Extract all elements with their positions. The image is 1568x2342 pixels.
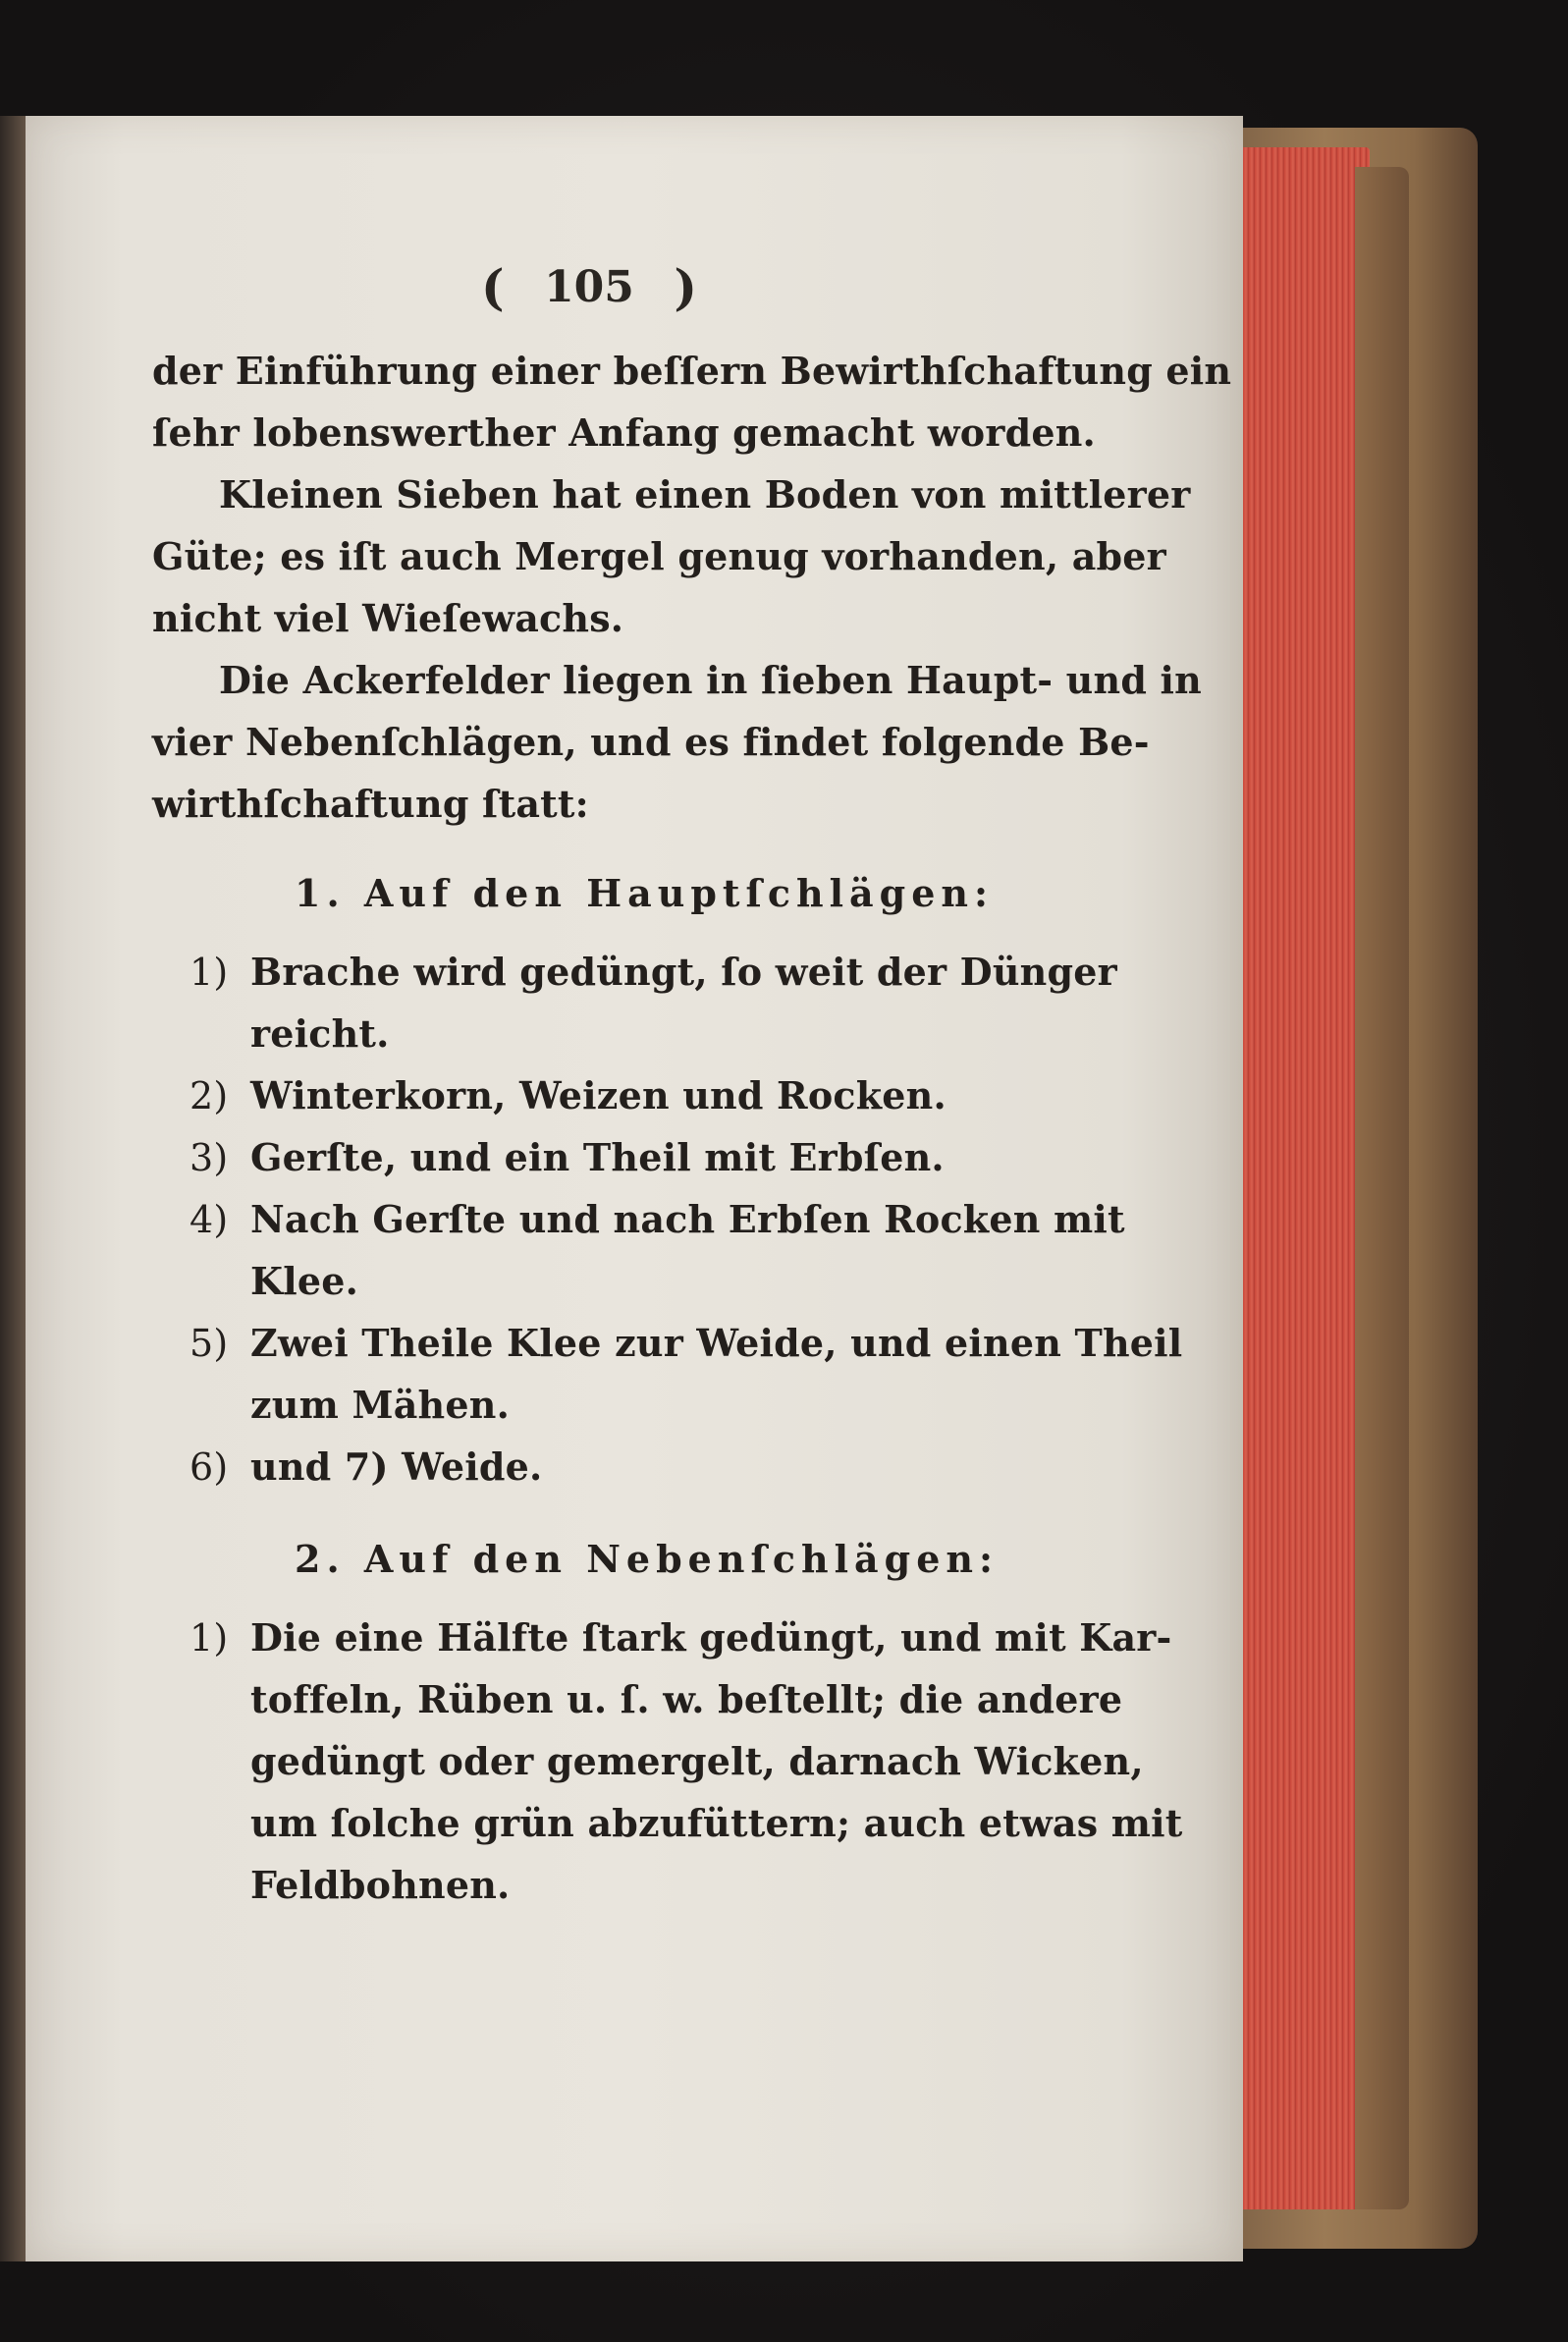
list-item: 1) Brache wird gedüngt, ſo weit der Dünger [189,950,1117,994]
text-line: Güte; es iſt auch Mergel genug vorhanden, aber [152,534,1166,578]
list-item: 4) Nach Gerſte und nach Erbſen Rocken mit [189,1197,1125,1241]
list-item-continuation: toffeln, Rüben u. ſ. w. beſtellt; die andere [250,1677,1123,1721]
list-item: 5) Zwei Theile Klee zur Weide, und einen Theil [189,1321,1183,1365]
item-number: 1) [189,951,229,994]
list-item-continuation: gedüngt oder gemergelt, darnach Wicken, [250,1739,1144,1783]
paren-close: ) [674,257,697,316]
book-cover-edge [1355,167,1409,2209]
list-item: 1) Die eine Hälfte ſtark gedüngt, und mit Kar- [189,1615,1172,1660]
text-line: Die Ackerfelder liegen in ſieben Haupt- und in [219,658,1203,702]
item-number: 3) [189,1136,229,1179]
list-item: 2) Winterkorn, Weizen und Rocken. [189,1073,946,1117]
section-heading: 2. Auf den Nebenſchlägen: [295,1537,1000,1581]
list-item-continuation: reicht. [250,1011,390,1056]
item-number: 2) [189,1074,229,1117]
list-item-continuation: zum Mähen. [250,1383,510,1427]
list-item: 6) und 7) Weide. [189,1444,543,1489]
list-item-continuation: Klee. [250,1259,359,1303]
text-line: nicht viel Wieſewachs. [152,596,624,640]
page-number: 105 [544,261,634,312]
list-item-continuation: um ſolche grün abzufüttern; auch etwas mit [250,1801,1183,1845]
item-number: 1) [189,1616,229,1660]
page-number-header [481,257,697,316]
paren-open: ( [481,257,505,316]
text-line: ſehr lobenswerther Anfang gemacht worden. [152,410,1096,455]
item-number: 5) [189,1322,229,1365]
text-line: vier Nebenſchlägen, und es findet folgende Be- [152,720,1150,764]
item-number: 4) [189,1198,229,1241]
list-item-continuation: Feldbohnen. [250,1863,511,1907]
text-line: wirthſchaftung ſtatt: [152,782,589,826]
text-line: Kleinen Sieben hat einen Boden von mittlerer [219,472,1191,517]
list-item: 3) Gerſte, und ein Theil mit Erbſen. [189,1135,945,1179]
text-line: der Einführung einer beſſern Bewirthſchaftung ein [152,349,1232,393]
red-page-edges [1237,147,1370,2209]
section-heading: 1. Auf den Hauptſchlägen: [295,871,995,915]
item-number: 6) [189,1445,229,1489]
